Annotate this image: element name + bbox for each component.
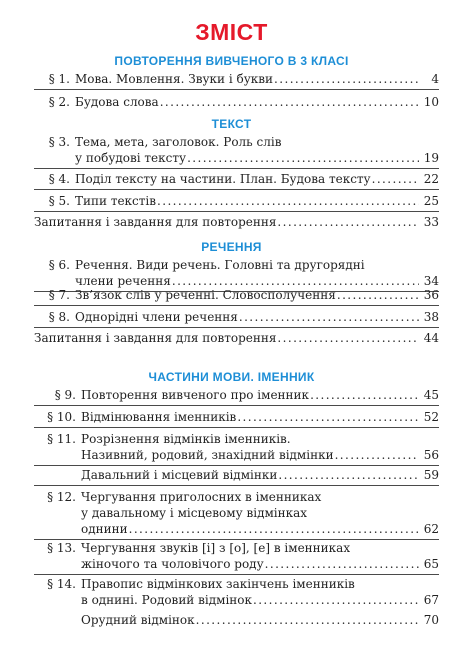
page-number: 19 bbox=[423, 151, 439, 165]
dot-leader bbox=[277, 214, 419, 230]
page-number: 62 bbox=[423, 522, 439, 536]
entry-title: Правопис відмінкових закінчень іменників bbox=[81, 577, 355, 591]
dot-leader bbox=[337, 287, 419, 303]
entry-title: Мова. Мовлення. Звуки і букви bbox=[75, 72, 274, 86]
section-number: § 7. bbox=[48, 288, 70, 302]
entry-divider bbox=[34, 189, 439, 190]
page-number: 56 bbox=[423, 448, 439, 462]
section-number: § 6. bbox=[48, 258, 70, 272]
entry-divider bbox=[34, 427, 439, 428]
toc-entry[interactable] bbox=[34, 387, 439, 403]
dot-leader bbox=[277, 330, 419, 346]
section-number: § 1. bbox=[48, 72, 70, 86]
page-number: 22 bbox=[423, 172, 439, 186]
entry-divider bbox=[34, 305, 439, 306]
dot-leader bbox=[274, 71, 419, 87]
page-number: 67 bbox=[423, 593, 439, 607]
toc-entry[interactable] bbox=[34, 540, 439, 572]
dot-leader bbox=[310, 387, 419, 403]
section-number: § 5. bbox=[48, 194, 70, 208]
entry-title: у давальному і місцевому відмінках bbox=[81, 506, 308, 520]
toc-entry[interactable] bbox=[34, 287, 439, 303]
page-title: ЗМІСТ bbox=[195, 19, 268, 45]
toc-entry[interactable] bbox=[34, 134, 439, 166]
section-heading: ЧАСТИНИ МОВИ. ІМЕННИК bbox=[148, 370, 315, 384]
entry-title: у побудові тексту bbox=[75, 151, 187, 165]
entry-divider bbox=[34, 211, 439, 212]
dot-leader bbox=[253, 592, 419, 608]
page-number: 36 bbox=[423, 288, 439, 302]
section-number: § 4. bbox=[48, 172, 70, 186]
page-number: 45 bbox=[423, 388, 439, 402]
entry-title: Поділ тексту на частини. План. Будова тексту bbox=[75, 172, 371, 186]
page-number: 33 bbox=[423, 215, 439, 229]
entry-title: Чергування звуків [і] з [о], [е] в іменниках bbox=[81, 541, 351, 555]
entry-divider bbox=[34, 89, 439, 90]
toc-entry[interactable] bbox=[34, 193, 439, 209]
entry-title: Запитання і завдання для повторення bbox=[34, 331, 277, 345]
section-number: § 2. bbox=[48, 95, 70, 109]
entry-title: жіночого та чоловічого роду bbox=[81, 557, 264, 571]
dot-leader bbox=[196, 612, 419, 628]
entry-divider bbox=[34, 465, 439, 466]
section-number: § 3. bbox=[48, 135, 70, 149]
dot-leader bbox=[237, 409, 419, 425]
page-number: 65 bbox=[423, 557, 439, 571]
entry-title: Розрізнення відмінків іменників. bbox=[81, 432, 291, 446]
entry-title: Орудний відмінок bbox=[81, 613, 195, 627]
section-heading: ПОВТОРЕННЯ ВИВЧЕНОГО В 3 КЛАСІ bbox=[114, 54, 349, 68]
toc-entry[interactable] bbox=[34, 94, 439, 110]
toc-entry[interactable] bbox=[34, 431, 439, 463]
entry-title: Чергування приголосних в іменниках bbox=[81, 490, 322, 504]
dot-leader bbox=[265, 556, 419, 572]
toc-entry[interactable] bbox=[34, 612, 439, 628]
toc-entry[interactable] bbox=[34, 309, 439, 325]
toc-entry[interactable] bbox=[34, 467, 439, 483]
section-number: § 9. bbox=[54, 388, 76, 402]
toc-entry[interactable] bbox=[34, 71, 439, 87]
entry-divider bbox=[34, 327, 439, 328]
page-number: 25 bbox=[423, 194, 439, 208]
entry-title: Будова слова bbox=[75, 95, 159, 109]
page-number: 59 bbox=[423, 468, 439, 482]
entry-title: Називний, родовий, знахідний відмінки bbox=[81, 448, 334, 462]
dot-leader bbox=[278, 467, 419, 483]
page-number: 70 bbox=[423, 613, 439, 627]
toc-entry[interactable] bbox=[34, 214, 439, 230]
entry-title: Запитання і завдання для повторення bbox=[34, 215, 277, 229]
dot-leader bbox=[129, 521, 419, 537]
entry-title: в однині. Родовий відмінок bbox=[81, 593, 252, 607]
page-number: 52 bbox=[423, 410, 439, 424]
entry-title: однини bbox=[81, 522, 128, 536]
section-number: § 13. bbox=[47, 541, 76, 555]
entry-title: Речення. Види речень. Головні та другорядні bbox=[75, 258, 365, 272]
page-number: 34 bbox=[423, 274, 439, 288]
toc-entry[interactable] bbox=[34, 489, 439, 537]
section-number: § 11. bbox=[47, 432, 76, 446]
toc-entry[interactable] bbox=[34, 409, 439, 425]
dot-leader bbox=[157, 193, 419, 209]
dot-leader bbox=[187, 150, 419, 166]
toc-entry[interactable] bbox=[34, 171, 439, 187]
dot-leader bbox=[372, 171, 419, 187]
section-number: § 14. bbox=[47, 577, 76, 591]
dot-leader bbox=[239, 309, 419, 325]
entry-title: члени речення bbox=[75, 274, 171, 288]
toc-entry[interactable] bbox=[34, 576, 439, 608]
entry-title: Давальний і місцевий відмінки bbox=[81, 468, 278, 482]
dot-leader bbox=[335, 447, 419, 463]
section-number: § 10. bbox=[47, 410, 76, 424]
dot-leader bbox=[160, 94, 419, 110]
page-number: 44 bbox=[423, 331, 439, 345]
section-number: § 8. bbox=[48, 310, 70, 324]
entry-title: Відмінювання іменників bbox=[81, 410, 237, 424]
entry-title: Повторення вивченого про іменник bbox=[81, 388, 310, 402]
entry-divider bbox=[34, 574, 439, 575]
entry-title: Тема, мета, заголовок. Роль слів bbox=[75, 135, 282, 149]
toc-entry[interactable] bbox=[34, 257, 439, 289]
page-number: 10 bbox=[423, 95, 439, 109]
section-heading: РЕЧЕННЯ bbox=[201, 240, 262, 254]
page-number: 4 bbox=[431, 72, 439, 86]
toc-entry[interactable] bbox=[34, 330, 439, 346]
entry-divider bbox=[34, 485, 439, 486]
entry-divider bbox=[34, 405, 439, 406]
entry-title: Зв’язок слів у реченні. Словосполучення bbox=[75, 288, 336, 302]
entry-title: Типи текстів bbox=[75, 194, 157, 208]
section-number: § 12. bbox=[47, 490, 76, 504]
page-number: 38 bbox=[423, 310, 439, 324]
entry-divider bbox=[34, 168, 439, 169]
section-heading: ТЕКСТ bbox=[211, 117, 252, 131]
entry-title: Однорідні члени речення bbox=[75, 310, 238, 324]
